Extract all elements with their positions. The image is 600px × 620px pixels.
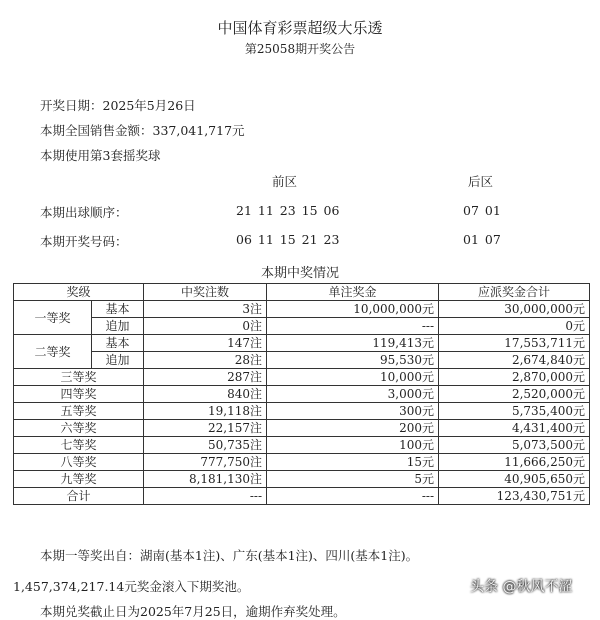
table-row [14,335,590,352]
prize-cell: 10,000,000元 [267,301,439,318]
sub-level-cell: 追加 [92,318,144,335]
draw-date: 开奖日期：2025年5月26日 [40,98,196,113]
prize-cell: 200元 [267,420,439,437]
level-cell: 合计 [14,488,144,505]
level-cell: 三等奖 [14,369,144,386]
level-cell: 九等奖 [14,471,144,488]
winning-numbers-back: 01 07 [463,232,501,247]
total-cell: 4,431,400元 [439,420,590,437]
claim-deadline: 本期兑奖截止日为2025年7月25日，逾期作弃奖处理。 [40,604,346,619]
prize-table-caption: 本期中奖情况 [260,266,339,281]
level-cell: 八等奖 [14,454,144,471]
draw-order-back: 07 01 [463,203,501,218]
prize-cell: 300元 [267,403,439,420]
count-cell: 3注 [144,301,267,318]
prize-cell: 100元 [267,437,439,454]
total-cell: 30,000,000元 [439,301,590,318]
count-cell: 19,118注 [144,403,267,420]
prize-table [13,283,590,505]
prize-cell: 3,000元 [267,386,439,403]
count-cell: 840注 [144,386,267,403]
table-row [14,386,590,403]
total-cell: 0元 [439,318,590,335]
sub-level-cell: 基本 [92,335,144,352]
table-row [14,403,590,420]
table-total-row [14,488,590,505]
sub-level-cell: 基本 [92,301,144,318]
winning-numbers-front: 06 11 15 21 23 [236,232,340,247]
table-row [14,318,590,335]
count-cell: 50,735注 [144,437,267,454]
total-cell: 40,905,650元 [439,471,590,488]
back-zone-label: 后区 [468,174,494,189]
total-cell: 2,520,000元 [439,386,590,403]
watermark-label: 头条 @秋风不涩 [470,579,573,595]
table-row [14,352,590,369]
table-header-row [14,284,590,301]
table-row [14,454,590,471]
header-level: 奖级 [14,284,144,301]
count-cell: 287注 [144,369,267,386]
issue-subtitle: 第25058期开奖公告 [244,42,356,56]
level-cell: 二等奖 [14,335,92,369]
level-cell: 一等奖 [14,301,92,335]
front-zone-label: 前区 [272,174,298,189]
count-cell: 22,157注 [144,420,267,437]
table-row [14,369,590,386]
count-cell: 147注 [144,335,267,352]
prize-cell: 15元 [267,454,439,471]
table-row [14,471,590,488]
total-cell: 5,073,500元 [439,437,590,454]
count-cell: --- [144,488,267,505]
level-cell: 五等奖 [14,403,144,420]
level-cell: 四等奖 [14,386,144,403]
header-count: 中奖注数 [144,284,267,301]
total-cell: 5,735,400元 [439,403,590,420]
count-cell: 777,750注 [144,454,267,471]
header-prize: 单注奖金 [267,284,439,301]
count-cell: 0注 [144,318,267,335]
sub-level-cell: 追加 [92,352,144,369]
level-cell: 六等奖 [14,420,144,437]
sales-amount: 本期全国销售金额：337,041,717元 [40,123,245,138]
ball-set: 本期使用第3套摇奖球 [40,148,161,163]
draw-order-front: 21 11 23 15 06 [236,203,340,218]
prize-cell: --- [267,318,439,335]
count-cell: 8,181,130注 [144,471,267,488]
table-row [14,437,590,454]
draw-order-label: 本期出球顺序： [40,205,128,220]
total-cell: 2,674,840元 [439,352,590,369]
prize-cell: --- [267,488,439,505]
prize-cell: 119,413元 [267,335,439,352]
total-cell: 11,666,250元 [439,454,590,471]
rollover-amount: 1,457,374,217.14元奖金滚入下期奖池。 [13,579,250,594]
winning-numbers-label: 本期开奖号码： [40,234,128,249]
total-cell: 17,553,711元 [439,335,590,352]
prize-cell: 10,000元 [267,369,439,386]
page-title: 中国体育彩票超级大乐透 [217,19,383,37]
prize-cell: 95,530元 [267,352,439,369]
count-cell: 28注 [144,352,267,369]
header-total: 应派奖金合计 [439,284,590,301]
prize-cell: 5元 [267,471,439,488]
first-prize-regions: 本期一等奖出自：湖南(基本1注)、广东(基本1注)、四川(基本1注)。 [40,548,419,563]
level-cell: 七等奖 [14,437,144,454]
total-cell: 123,430,751元 [439,488,590,505]
table-row [14,420,590,437]
total-cell: 2,870,000元 [439,369,590,386]
table-row [14,301,590,318]
